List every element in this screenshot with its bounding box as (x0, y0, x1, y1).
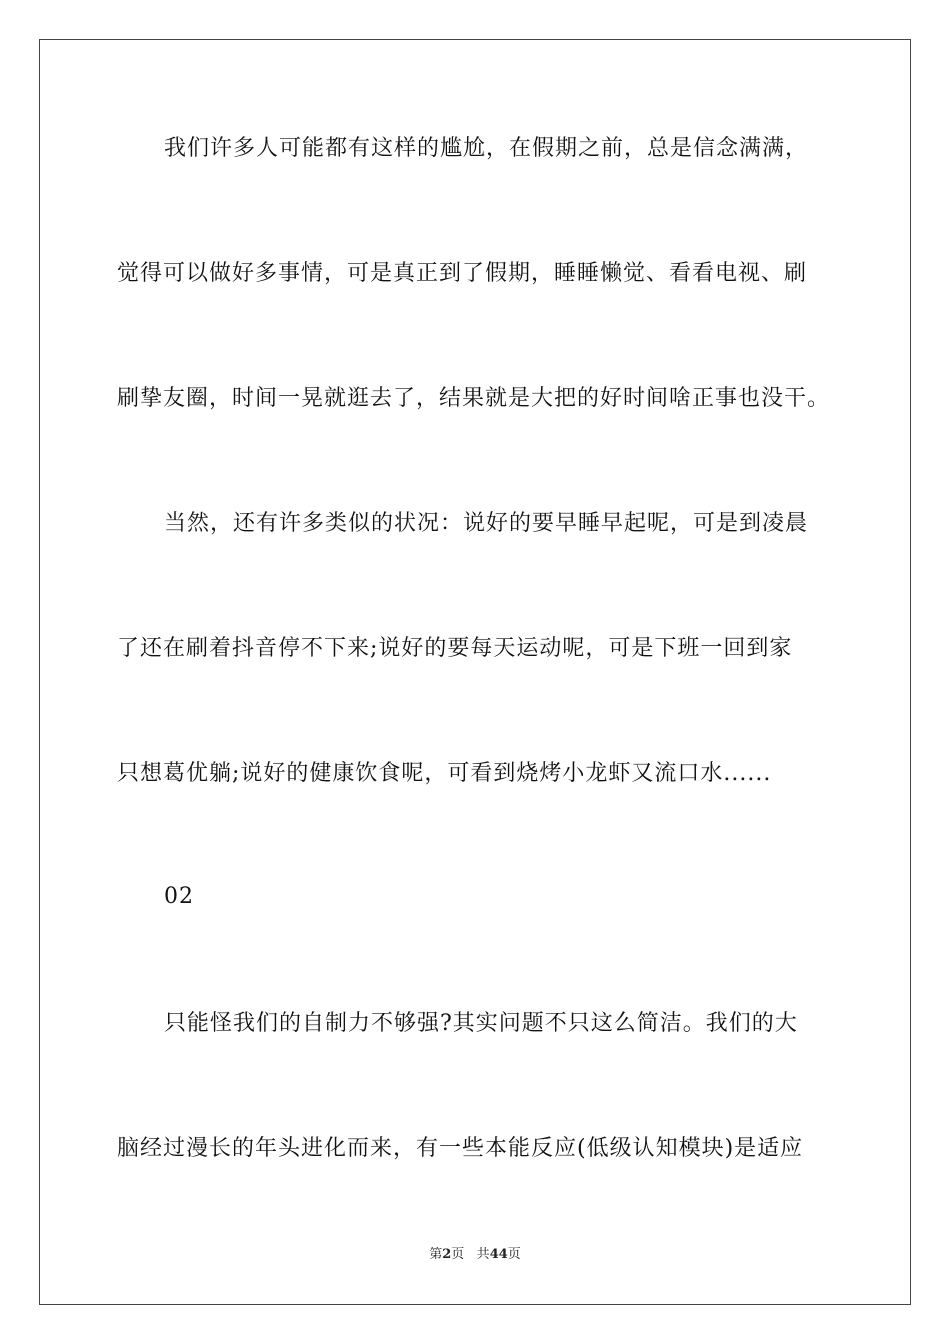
footer-total-prefix: 共 (476, 1247, 490, 1262)
footer-page-total: 44 (489, 1247, 508, 1262)
footer-page-prefix: 第 (429, 1247, 443, 1262)
page-border (39, 39, 911, 1305)
footer-total-suffix: 页 (507, 1247, 521, 1262)
page-footer (0, 1246, 950, 1264)
paragraph-3-line-2: 脑经过漫长的年头进化而来，有一些本能反应(低级认知模块)是适应 (117, 1136, 804, 1161)
paragraph-1-line-2: 觉得可以做好多事情，可是真正到了假期，睡睡懒觉、看看电视、刷 (117, 261, 808, 286)
paragraph-2-line-2: 了还在刷着抖音停不下来;说好的要每天运动呢，可是下班一回到家 (117, 636, 793, 661)
paragraph-1-line-3: 刷挚友圈，时间一晃就逛去了，结果就是大把的好时间啥正事也没干。 (117, 386, 831, 411)
paragraph-3-line-1: 只能怪我们的自制力不够强?其实问题不只这么简洁。我们的大 (164, 1011, 798, 1036)
footer-page-current: 2 (442, 1247, 452, 1262)
paragraph-2-line-1: 当然，还有许多类似的状况：说好的要早睡早起呢，可是到凌晨 (164, 511, 809, 536)
section-number: 02 (164, 884, 194, 909)
footer-page-suffix: 页 (451, 1247, 465, 1262)
paragraph-1-line-1: 我们许多人可能都有这样的尴尬，在假期之前，总是信念满满， (164, 136, 809, 161)
paragraph-2-line-3: 只想葛优躺;说好的健康饮食呢，可看到烧烤小龙虾又流口水...... (117, 761, 772, 786)
